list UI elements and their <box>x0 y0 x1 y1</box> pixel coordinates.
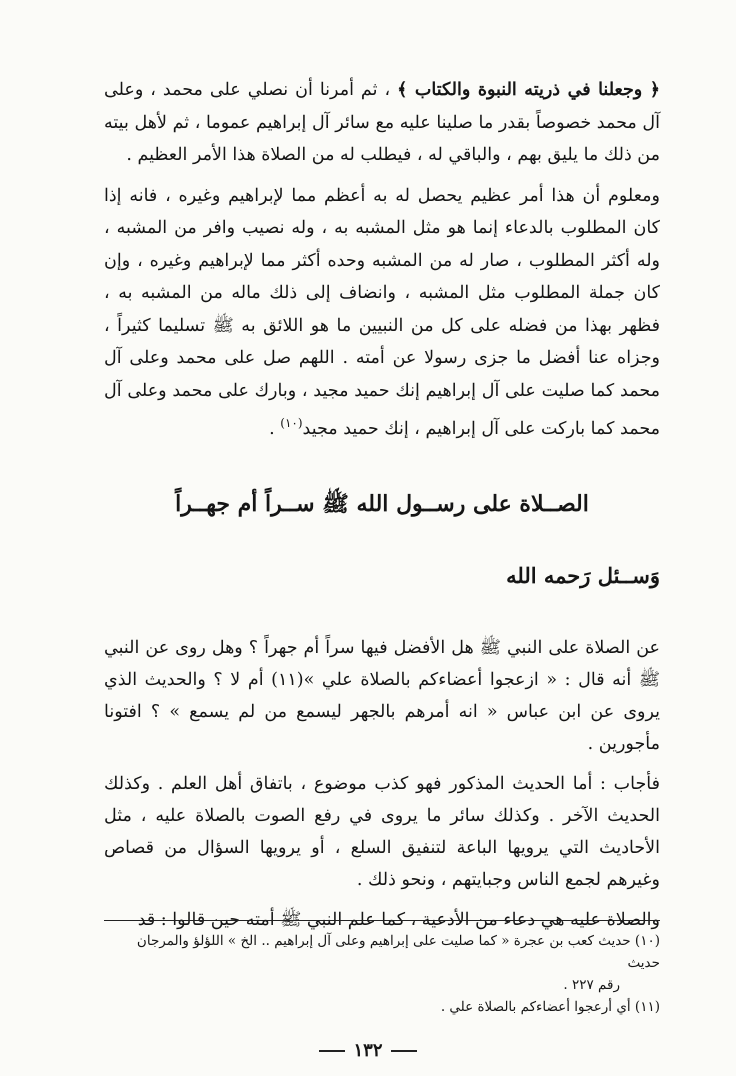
answer-paragraph-1: فأجاب : أما الحديث المذكور فهو كذب موضوع ، باتفاق أهل العلم . وكذلك الحديث الآخر . وكذلك سائر ما يروى في رفع الصوت بالصلاة عليه ، مثل الأحاديث التي يرويها الباعة لتنفيق السلع ، أو يرويها السؤال من قصاص وغيرهم لجمع الناس وجبايتهم ، ونحو ذلك . <box>104 774 660 890</box>
page-number-text: ١٣٢ <box>353 1040 383 1061</box>
footnote-10-continued: رقم ٢٢٧ . <box>563 977 620 993</box>
quran-quote: ﴿ وجعلنا في ذريته النبوة والكتاب ﴾ <box>397 80 660 100</box>
dash-right <box>391 1050 417 1052</box>
question-answer-block <box>104 632 660 936</box>
answer-paragraph-2: والصلاة عليه هي دعاء من الأدعية ، كما علم النبي ﷺ أمته حين قالوا : قد <box>137 910 660 930</box>
footnote-10: (١٠) حديث كعب بن عجرة « كما صليت على إبراهيم وعلى آل إبراهيم .. الخ » اللؤلؤ والمرجان حديث <box>136 933 660 971</box>
paragraph-1-text: ، ثم أمرنا أن نصلي على محمد ، وعلى آل محمد خصوصاً بقدر ما صلينا عليه مع سائر آل إبراهيم عموما ، ثم لأهل بيته من ذلك ما يليق بهم ، والباقي له ، فيطلب له من الصلاة هذا الأمر العظيم . <box>104 80 660 165</box>
paragraph-2-text: ومعلوم أن هذا أمر عظيم يحصل له به أعظم مما لإبراهيم وغيره ، فانه إذا كان المطلوب بالدعاء إنما هو مثل المشبه به ، وله نصيب وافر من المشبه ، وله أكثر المطلوب ، صار له من المشبه وحده أكثر مما لإبراهيم وغيره ، وإن كان جملة المطلوب مثل المشبه ، وانضاف إلى ذلك ماله من المشبه به ، فظهر بهذا من فضله على كل من النبيين ما هو اللائق به ﷺ تسليما كثيراً ، وجزاه عنا أفضل ما جزى رسولا عن أمته . اللهم صل على محمد وعلى آل محمد كما صليت على آل إبراهيم إنك حميد مجيد ، وبارك على محمد وعلى آل محمد كما باركت على آل إبراهيم ، إنك حميد مجيد <box>104 185 660 439</box>
paragraph-2 <box>104 180 660 446</box>
footnotes <box>104 930 660 1018</box>
footnote-11: (١١) أي أرعجوا أعضاءكم بالصلاة علي . <box>440 999 660 1015</box>
section-title: الصــلاة على رســول الله ﷺ ســراً أم جهــراً <box>175 491 589 517</box>
dash-left <box>319 1050 345 1052</box>
paragraph-1 <box>104 74 660 172</box>
top-body-text <box>104 74 660 445</box>
question-heading: وَســئل رَحمه الله <box>506 563 660 588</box>
footnote-divider <box>104 920 660 921</box>
question-paragraph: عن الصلاة على النبي ﷺ هل الأفضل فيها سراً أم جهراً ؟ وهل روى عن النبي ﷺ أنه قال : « ازعجوا أعضاءكم بالصلاة علي »(١١) أم لا ؟ والحديث الذي يروى عن ابن عباس « انه أمرهم بالجهر ليسمع من لم يسمع » ؟ افتونا مأجورين . <box>104 638 660 754</box>
footnote-ref-10[interactable]: (١٠) <box>280 416 303 430</box>
paragraph-2-tail: . <box>269 418 281 439</box>
page-number <box>0 1040 736 1061</box>
